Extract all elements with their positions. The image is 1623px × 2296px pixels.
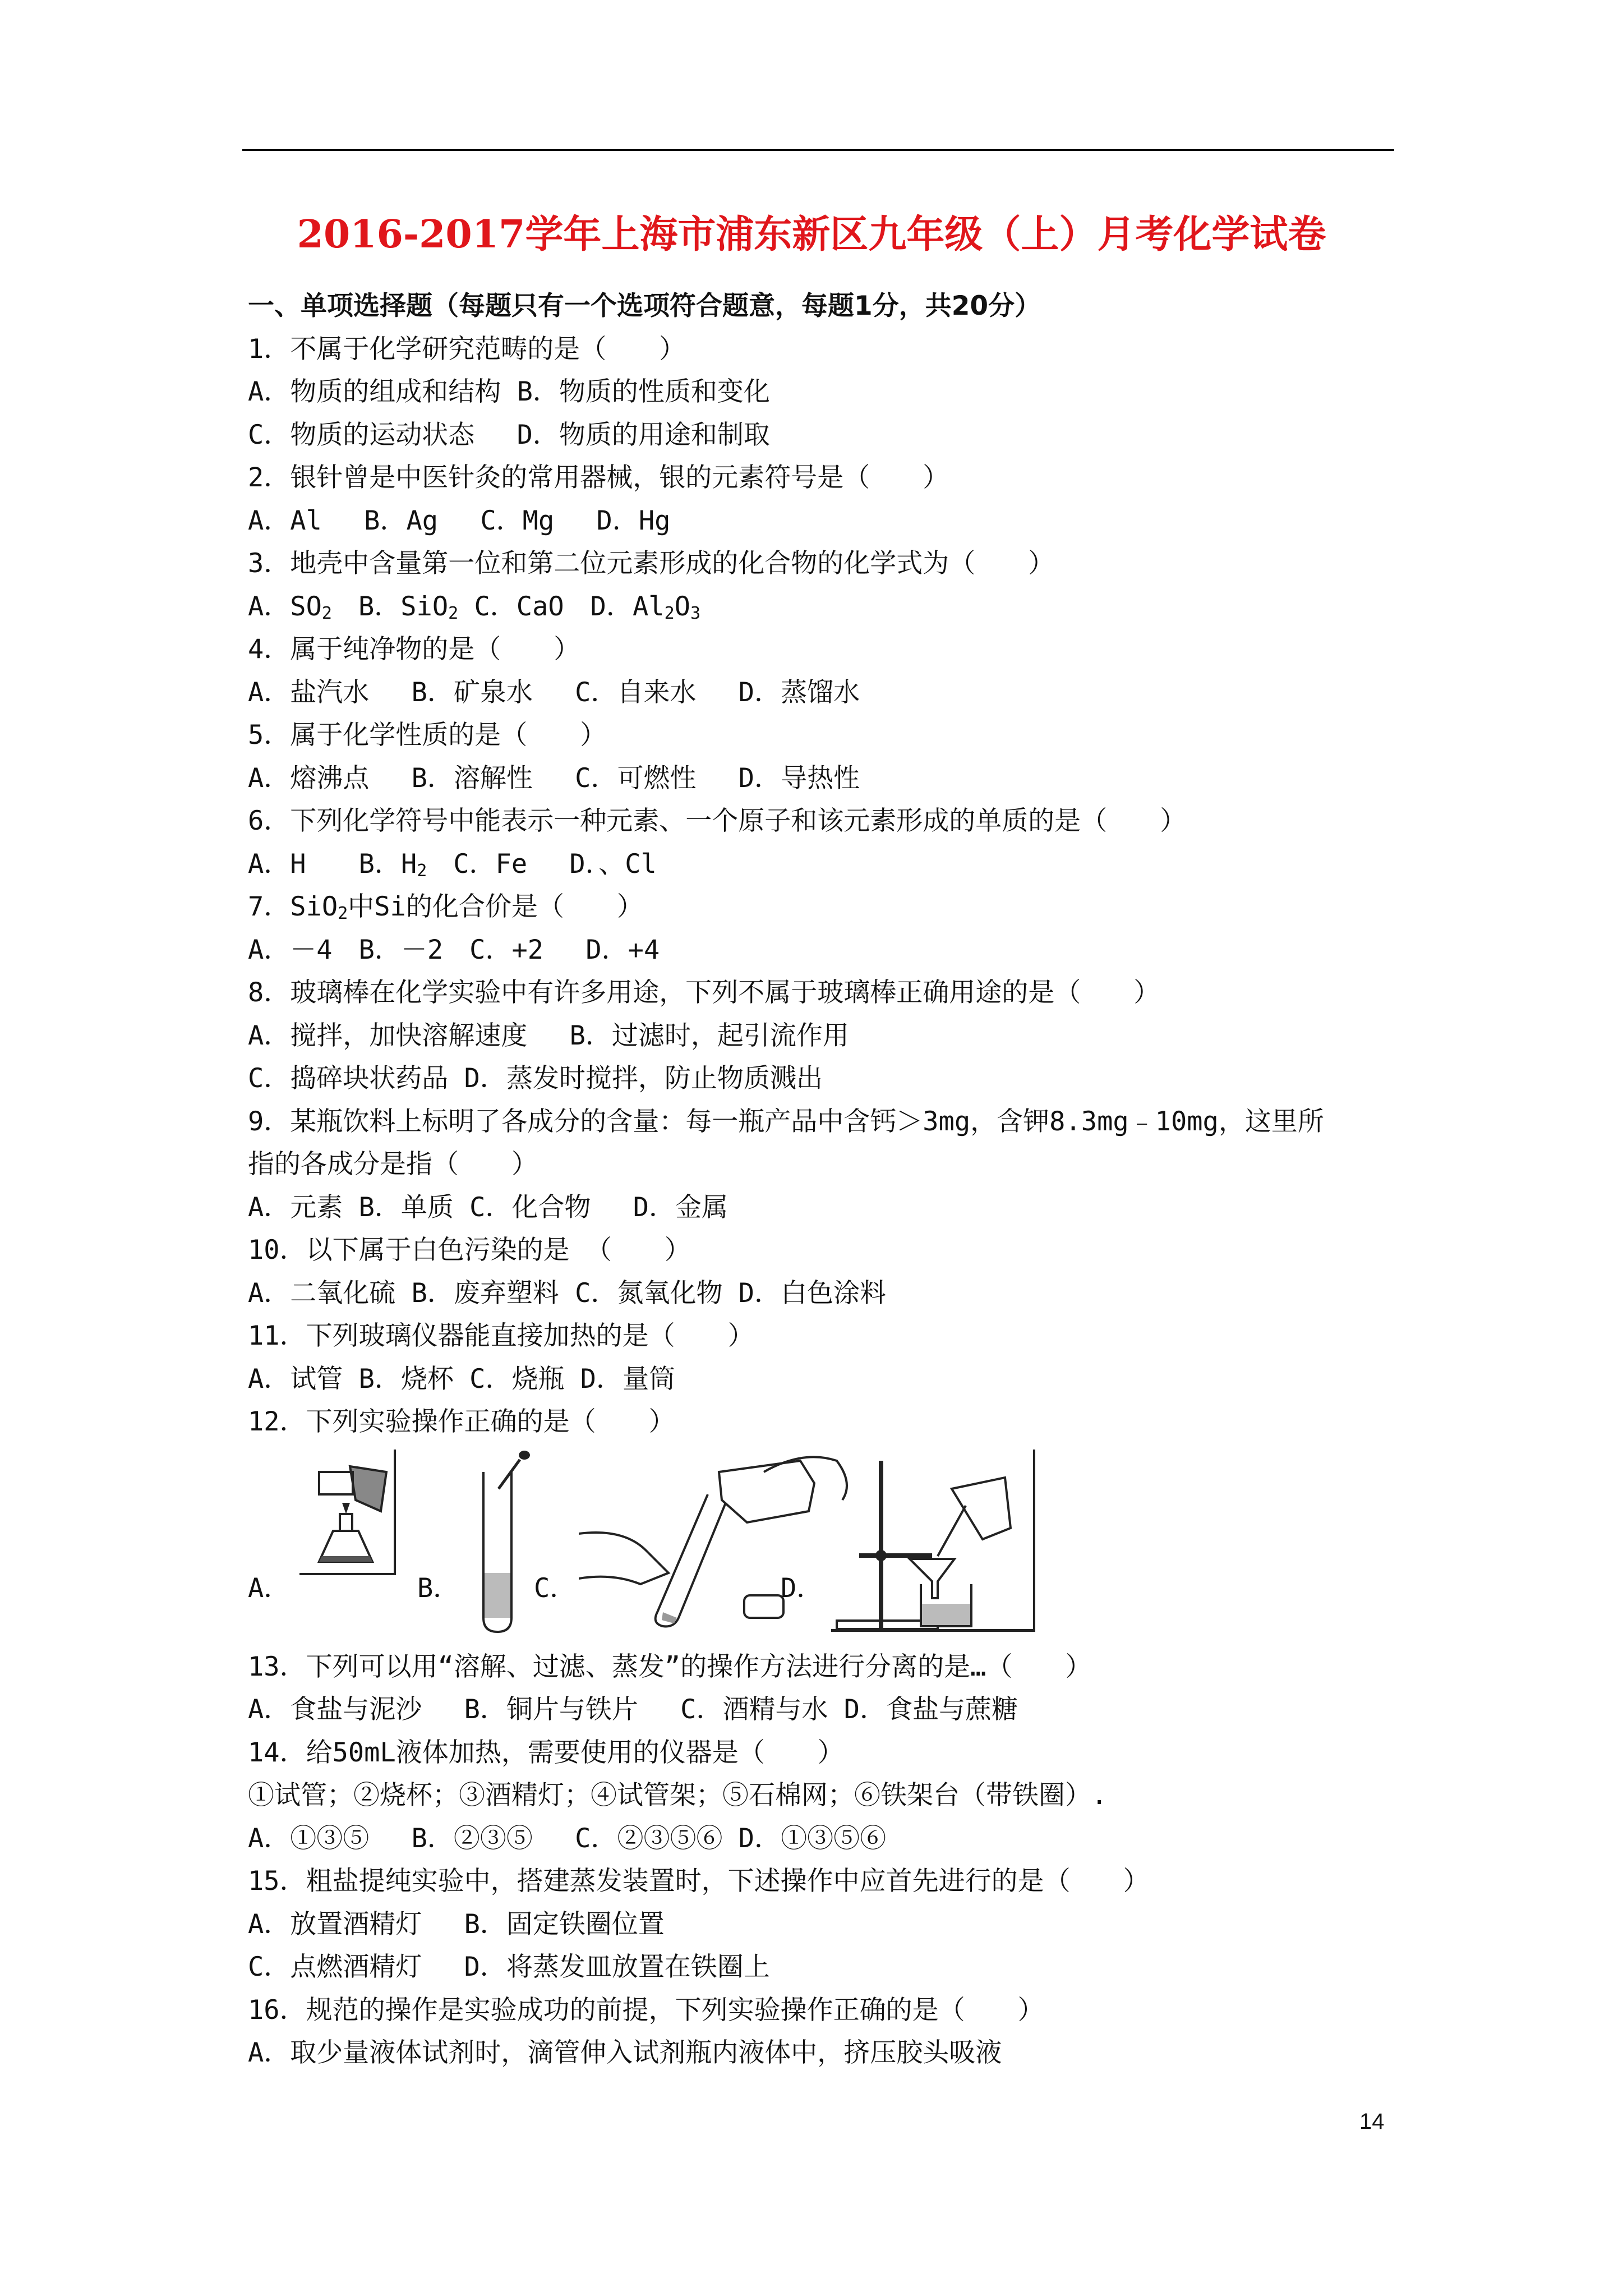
exam-title: 2016-2017学年上海市浦东新区九年级（上）月考化学试卷	[297, 212, 1326, 257]
fig-label-c: C．	[534, 1572, 577, 1604]
page-number: 14	[1359, 2109, 1385, 2134]
filtration-apparatus-figure	[826, 1450, 1039, 1635]
question-9: 9．某瓶饮料上标明了各成分的含量：每一瓶产品中含钙＞3mg，含钾8.3mg﹣10mg，这里所	[248, 1106, 1324, 1137]
question-6: 6．下列化学符号中能表示一种元素、一个原子和该元素形成的单质的是（ ）	[248, 806, 1187, 836]
question-14: 14．给50mL液体加热，需要使用的仪器是（ ）	[248, 1737, 844, 1768]
exam-content	[248, 285, 1398, 2075]
question-12: 12．下列实验操作正确的是（ ）	[248, 1406, 675, 1437]
question-13-options: A．食盐与泥沙 B．铜片与铁片 C．酒精与水 D．食盐与蔗糖	[248, 1694, 1018, 1725]
question-13: 13．下列可以用“溶解、过滤、蒸发”的操作方法进行分离的是…（ ）	[248, 1651, 1092, 1682]
question-12-figures	[248, 1450, 1398, 1640]
question-10-options: A．二氧化硫 B．废弃塑料 C．氮氧化物 D．白色涂料	[248, 1277, 887, 1309]
question-9-cont: 指的各成分是指（ ）	[248, 1149, 538, 1180]
section-heading: 一、单项选择题（每题只有一个选项符合题意，每题1分，共20分）	[248, 291, 1041, 321]
question-7: 7．SiO$_2$中Si的化合价是（ ）	[248, 891, 643, 923]
question-10: 10．以下属于白色污染的是 （ ）	[248, 1235, 691, 1266]
question-2: 2．银针曾是中医针灸的常用器械，银的元素符号是（ ）	[248, 462, 949, 493]
question-4-options: A．盐汽水 B．矿泉水 C．自来水 D．蒸馏水	[248, 677, 860, 708]
question-2-options: A．Al B．Ag C．Mg D．Hg	[248, 505, 671, 536]
question-1-options-cd: C．物质的运动状态 D．物质的用途和制取	[248, 419, 770, 450]
question-15-options-ab: A．放置酒精灯 B．固定铁圈位置	[248, 1908, 665, 1940]
alcohol-lamp-lighting-figure	[288, 1450, 417, 1579]
question-7-options: A．－4 B．－2 C．+2 D．+4	[248, 934, 660, 965]
question-11-options: A．试管 B．烧杯 C．烧瓶 D．量筒	[248, 1363, 676, 1395]
question-14-choices: ①试管；②烧杯；③酒精灯；④试管架；⑤石棉网；⑥铁架台（带铁圈）.	[248, 1780, 1108, 1811]
fig-label-a: A．	[248, 1572, 291, 1604]
dropper-test-tube-figure	[464, 1450, 542, 1635]
question-11: 11．下列玻璃仪器能直接加热的是（ ）	[248, 1320, 754, 1351]
fig-label-d: D．	[781, 1572, 823, 1604]
question-3: 3．地壳中含量第一位和第二位元素形成的化合物的化学式为（ ）	[248, 548, 1055, 579]
question-1-options-ab: A．物质的组成和结构 B．物质的性质和变化	[248, 376, 770, 407]
question-5-options: A．熔沸点 B．溶解性 C．可燃性 D．导热性	[248, 762, 860, 794]
question-6-options: A．H B．$H_2$ C．Fe D．、Cl	[248, 848, 657, 881]
question-9-options: A．元素 B．单质 C．化合物 D．金属	[248, 1191, 728, 1223]
question-14-options: A．①③⑤ B．②③⑤ C．②③⑤⑥ D．①③⑤⑥	[248, 1823, 887, 1854]
question-16: 16．规范的操作是实验成功的前提，下列实验操作正确的是（ ）	[248, 1994, 1044, 2026]
fig-label-b: B．	[417, 1572, 460, 1604]
question-8-options-cd: C．捣碎块状药品 D．蒸发时搅拌，防止物质溅出	[248, 1063, 823, 1094]
question-1: 1．不属于化学研究范畴的是（ ）	[248, 333, 686, 365]
question-5: 5．属于化学性质的是（ ）	[248, 720, 607, 751]
question-4: 4．属于纯净物的是（ ）	[248, 634, 580, 665]
question-15-options-cd: C．点燃酒精灯 D．将蒸发皿放置在铁圈上	[248, 1952, 770, 1982]
question-8-options-ab: A．搅拌，加快溶解速度 B．过滤时，起引流作用	[248, 1020, 849, 1051]
question-15: 15．粗盐提纯实验中，搭建蒸发装置时，下述操作中应首先进行的是（ ）	[248, 1866, 1150, 1897]
question-16-option-a: A．取少量液体试剂时，滴管伸入试剂瓶内液体中，挤压胶头吸液	[248, 2037, 1002, 2068]
question-3-options: A．$SO_2$ B．SiO$_2$ C．CaO D．$Al_2O_3$	[248, 591, 700, 623]
question-8: 8．玻璃棒在化学实验中有许多用途，下列不属于玻璃棒正确用途的是（ ）	[248, 977, 1160, 1008]
header-rule	[242, 149, 1394, 151]
